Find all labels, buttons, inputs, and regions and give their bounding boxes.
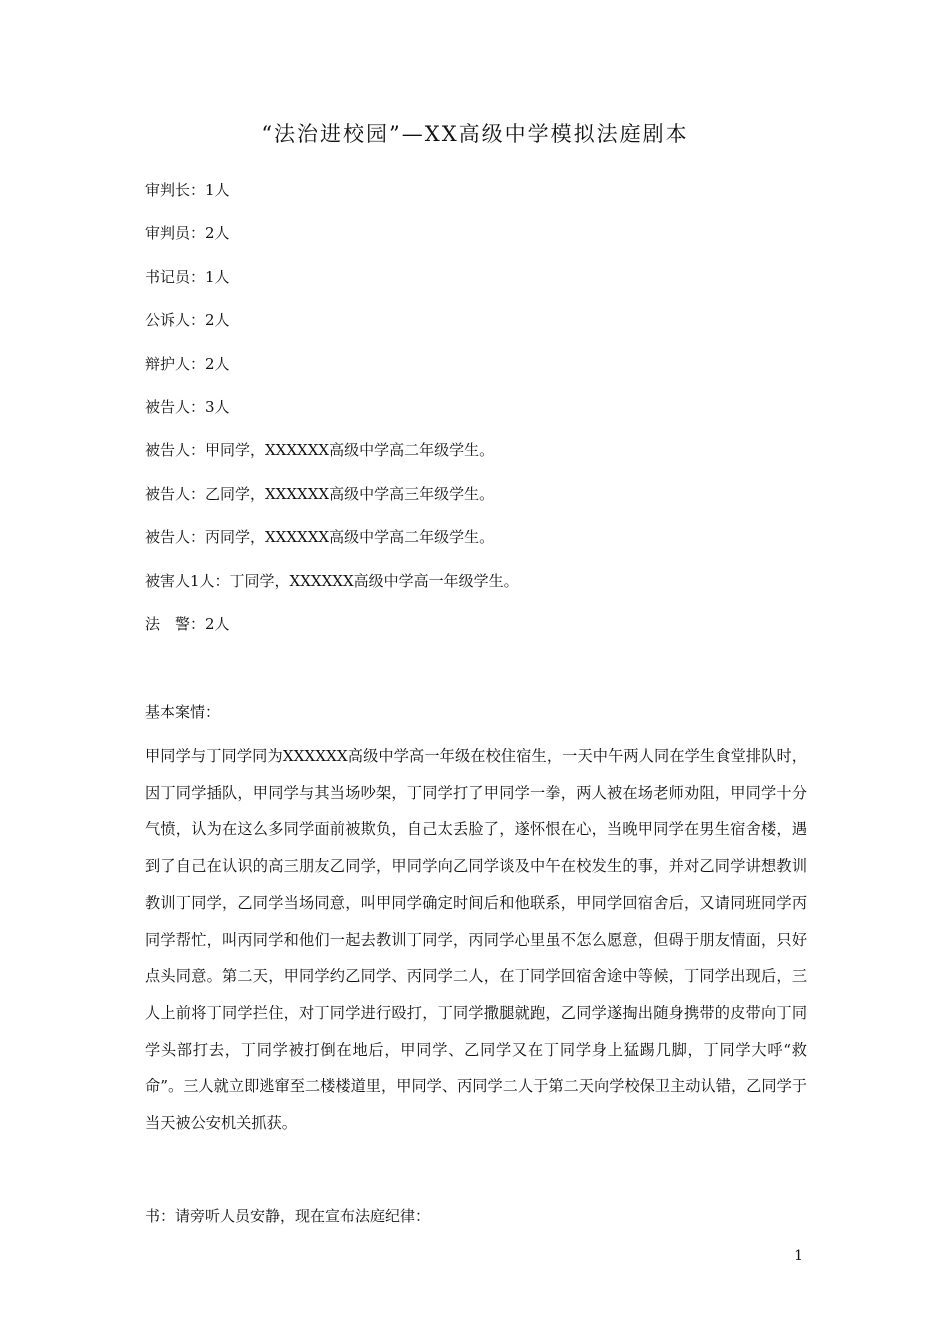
- role-item: 审判长：1人: [145, 181, 230, 199]
- role-item: 辩护人：2人: [145, 354, 230, 373]
- page-number: 1: [794, 1248, 803, 1264]
- role-item: 公诉人：2人: [145, 311, 230, 330]
- case-paragraph: 甲同学与丁同学同为XXXXXX高级中学高一年级在校住宿生，一天中午两人同在学生食堂排队时，因丁同学插队，甲同学与其当场吵架，丁同学打了甲同学一拳，两人被在场老师劝阻，甲同学十分气愤，认为在这么多同学面前被欺负，自己太丢脸了，遂怀恨在心，当晚甲同学在男生宿舍楼，遇到了自己在认识的高三朋友乙同学，甲同学向乙同学谈及中午在校发生的事，并对乙同学讲想教训教训丁同学，乙同学当场同意，叫甲同学确定时间后和他联系，甲同学回宿舍后，又请同班同学丙同学帮忙，叫丙同学和他们一起去教训丁同学，丙同学心里虽不怎么愿意，但碍于朋友情面，只好点头同意。第二天，甲同学约乙同学、丙同学二人，在丁同学回宿舍途中等候，丁同学出现后，三人上前将丁同学拦住，对丁同学进行殴打，丁同学撒腿就跑，乙同学遂掏出随身携带的皮带向丁同学头部打去，丁同学被打倒在地后，甲同学、乙同学又在丁同学身上猛踢几脚，丁同学大呼“救命”。三人就立即逃窜至二楼楼道里，甲同学、丙同学二人于第二天向学校保卫主动认错，乙同学于当天被公安机关抓获。: [145, 747, 807, 1133]
- document-title: “法治进校园”—XX高级中学模拟法庭剧本: [261, 122, 689, 146]
- case-heading: 基本案情：: [145, 703, 221, 721]
- role-item: 被告人：3人: [145, 397, 230, 416]
- role-item: 书记员：1人: [145, 267, 230, 286]
- role-item: 被告人：乙同学，XXXXXX高级中学高三年级学生。: [145, 484, 495, 503]
- role-item: 被害人1人：丁同学，XXXXXX高级中学高一年级学生。: [145, 571, 519, 590]
- role-item: 法 警：2人: [145, 614, 230, 633]
- role-item: 审判员：2人: [145, 224, 230, 243]
- role-item: 被告人：甲同学，XXXXXX高级中学高二年级学生。: [145, 441, 495, 460]
- clerk-line: 书：请旁听人员安静，现在宣布法庭纪律：: [145, 1207, 431, 1225]
- role-item: 被告人：丙同学，XXXXXX高级中学高二年级学生。: [145, 528, 495, 547]
- role-list: [145, 178, 519, 655]
